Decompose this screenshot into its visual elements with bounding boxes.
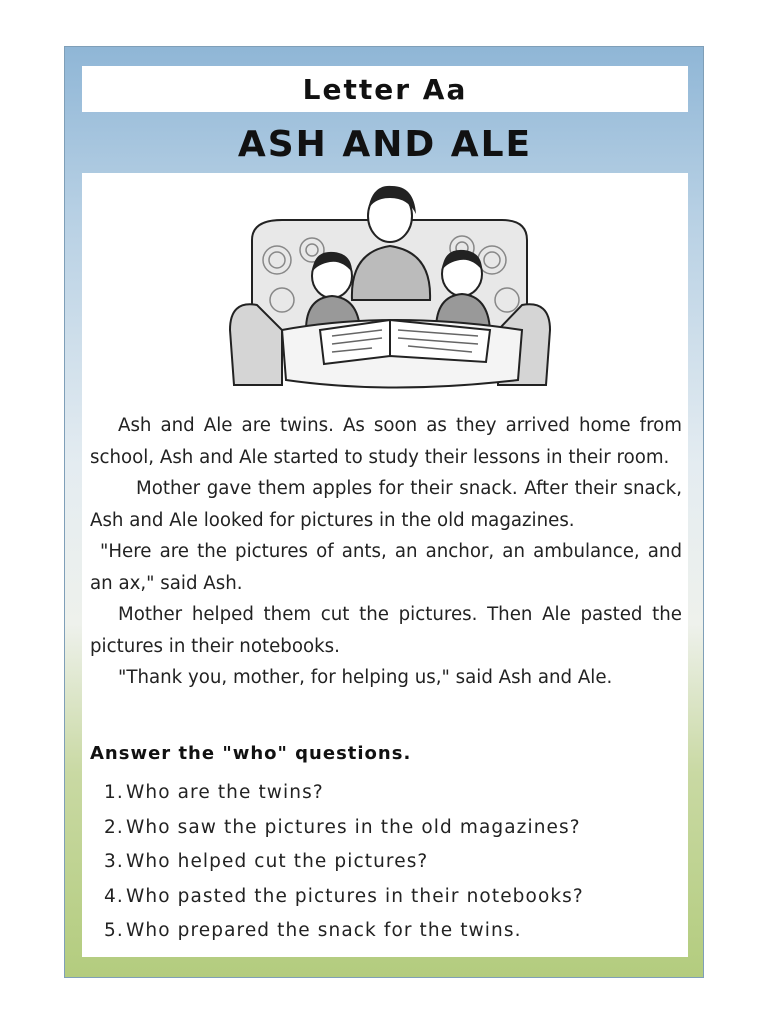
mother-reading-magazine-with-twins-icon bbox=[222, 180, 558, 402]
question-text: Who are the twins? bbox=[126, 782, 324, 803]
story-paragraph: Ash and Ale are twins. As soon as they arrived home from school, Ash and Ale started to study their lessons in their room. bbox=[90, 415, 682, 468]
letter-title-bar bbox=[82, 66, 688, 112]
story-paragraph: Mother gave them apples for their snack. After their snack, Ash and Ale looked for pictures in the old magazines. bbox=[90, 478, 682, 531]
question-text: Who prepared the snack for the twins. bbox=[126, 920, 522, 941]
question-item bbox=[104, 776, 584, 811]
questions-heading: Answer the "who" questions. bbox=[90, 743, 412, 764]
story-paragraph: Mother helped them cut the pictures. Then Ale pasted the pictures in their notebooks. bbox=[90, 604, 682, 657]
question-item bbox=[104, 914, 584, 949]
story-paragraph: "Thank you, mother, for helping us," said Ash and Ale. bbox=[118, 667, 613, 688]
letter-title: Letter Aa bbox=[302, 72, 468, 106]
question-number: 2. bbox=[104, 816, 124, 838]
question-number: 1. bbox=[104, 782, 124, 803]
story-text bbox=[90, 410, 682, 694]
question-number: 5. bbox=[104, 920, 124, 941]
question-item bbox=[104, 880, 584, 915]
question-number: 4. bbox=[104, 885, 124, 907]
question-text: Who helped cut the pictures? bbox=[126, 851, 429, 872]
question-number: 3. bbox=[104, 851, 124, 872]
question-text: Who saw the pictures in the old magazines? bbox=[126, 816, 581, 838]
question-text: Who pasted the pictures in their notebooks? bbox=[126, 885, 584, 907]
story-paragraph: "Here are the pictures of ants, an anchor, an ambulance, and an ax," said Ash. bbox=[90, 541, 682, 594]
question-item bbox=[104, 811, 584, 846]
questions-list bbox=[104, 776, 584, 949]
story-title: ASH AND ALE bbox=[237, 123, 533, 165]
question-item bbox=[104, 845, 584, 880]
